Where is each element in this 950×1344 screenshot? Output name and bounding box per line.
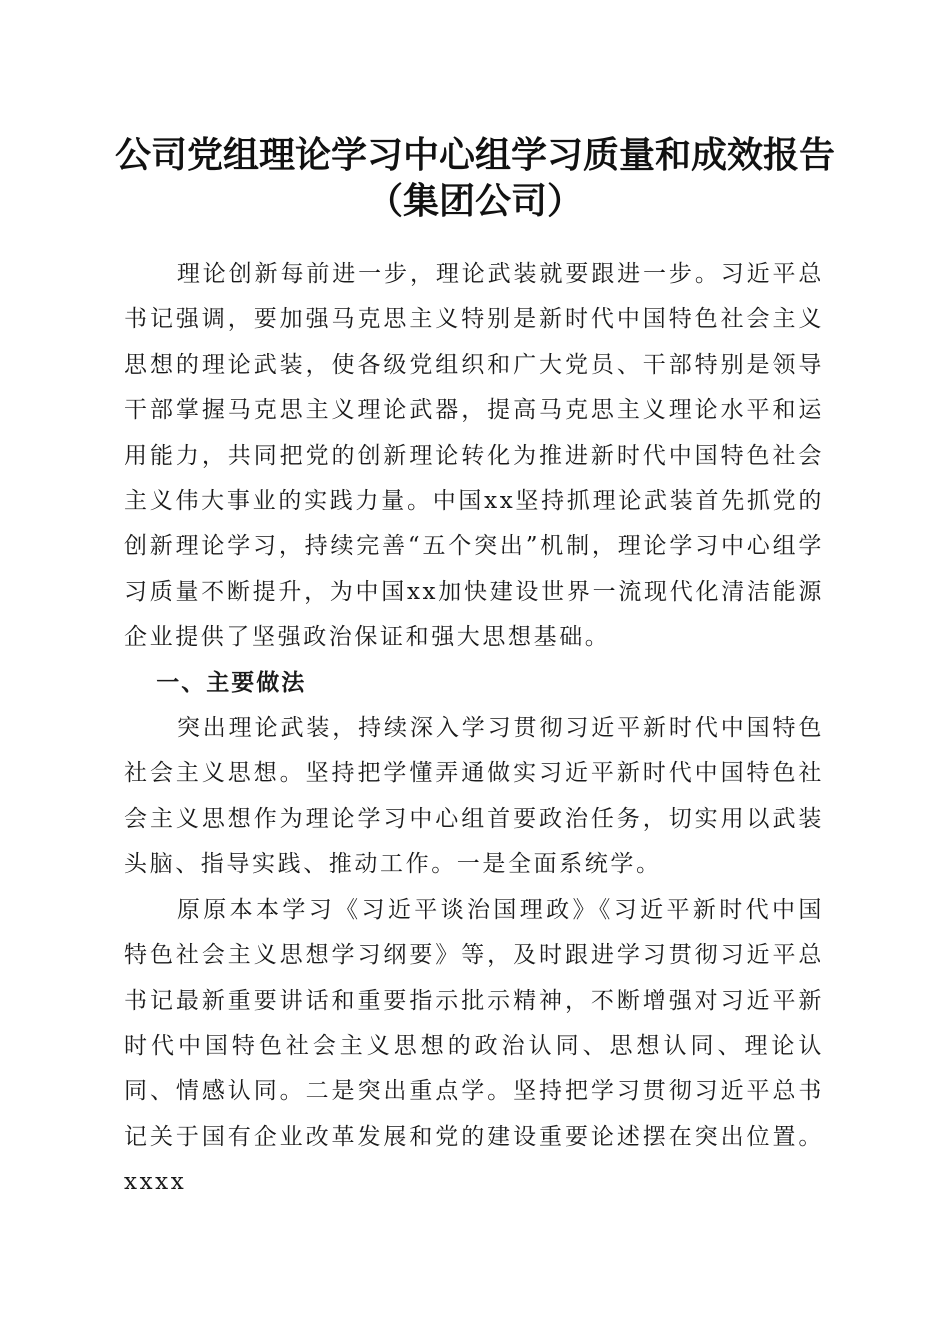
document-title xyxy=(100,132,850,224)
document-body xyxy=(124,252,824,1206)
title-main: 公司党组理论学习中心组学习质量和成效报告 xyxy=(114,134,835,176)
section-heading: 一、主要做法 xyxy=(156,669,307,696)
intro-paragraph: 理论创新每前进一步，理论武装就要跟进一步。习近平总书记强调，要加强马克思主义特别是新时代中国特色社会主义思想的理论武装，使各级党组织和广大党员、干部特别是领导干部掌握马克思主义理论武器，提高马克思主义理论水平和运用能力，共同把党的创新理论转化为推进新时代中国特色社会主义伟大事业的实践力量。中国xx坚持抓理论武装首先抓党的创新理论学习，持续完善“五个突出”机制，理论学习中心组学习质量不断提升，为中国xx加快建设世界一流现代化清洁能源企业提供了坚强政治保证和强大思想基础。 xyxy=(124,261,824,651)
section-paragraph: 突出理论武装，持续深入学习贯彻习近平新时代中国特色社会主义思想。坚持把学懂弄通做实习近平新时代中国特色社会主义思想作为理论学习中心组首要政治任务，切实用以武装头脑、指导实践、推动工作。一是全面系统学。 xyxy=(124,715,824,878)
title-subtitle: （集团公司） xyxy=(366,180,583,222)
section-paragraph: 原原本本学习《习近平谈治国理政》《习近平新时代中国特色社会主义思想学习纲要》等，及时跟进学习贯彻习近平总书记最新重要讲话和重要指示批示精神，不断增强对习近平新时代中国特色社会主义思想的政治认同、思想认同、理论认同、情感认同。二是突出重点学。坚持把学习贯彻习近平总书记关于国有企业改革发展和党的建设重要论述摆在突出位置。xxxx xyxy=(124,896,824,1196)
